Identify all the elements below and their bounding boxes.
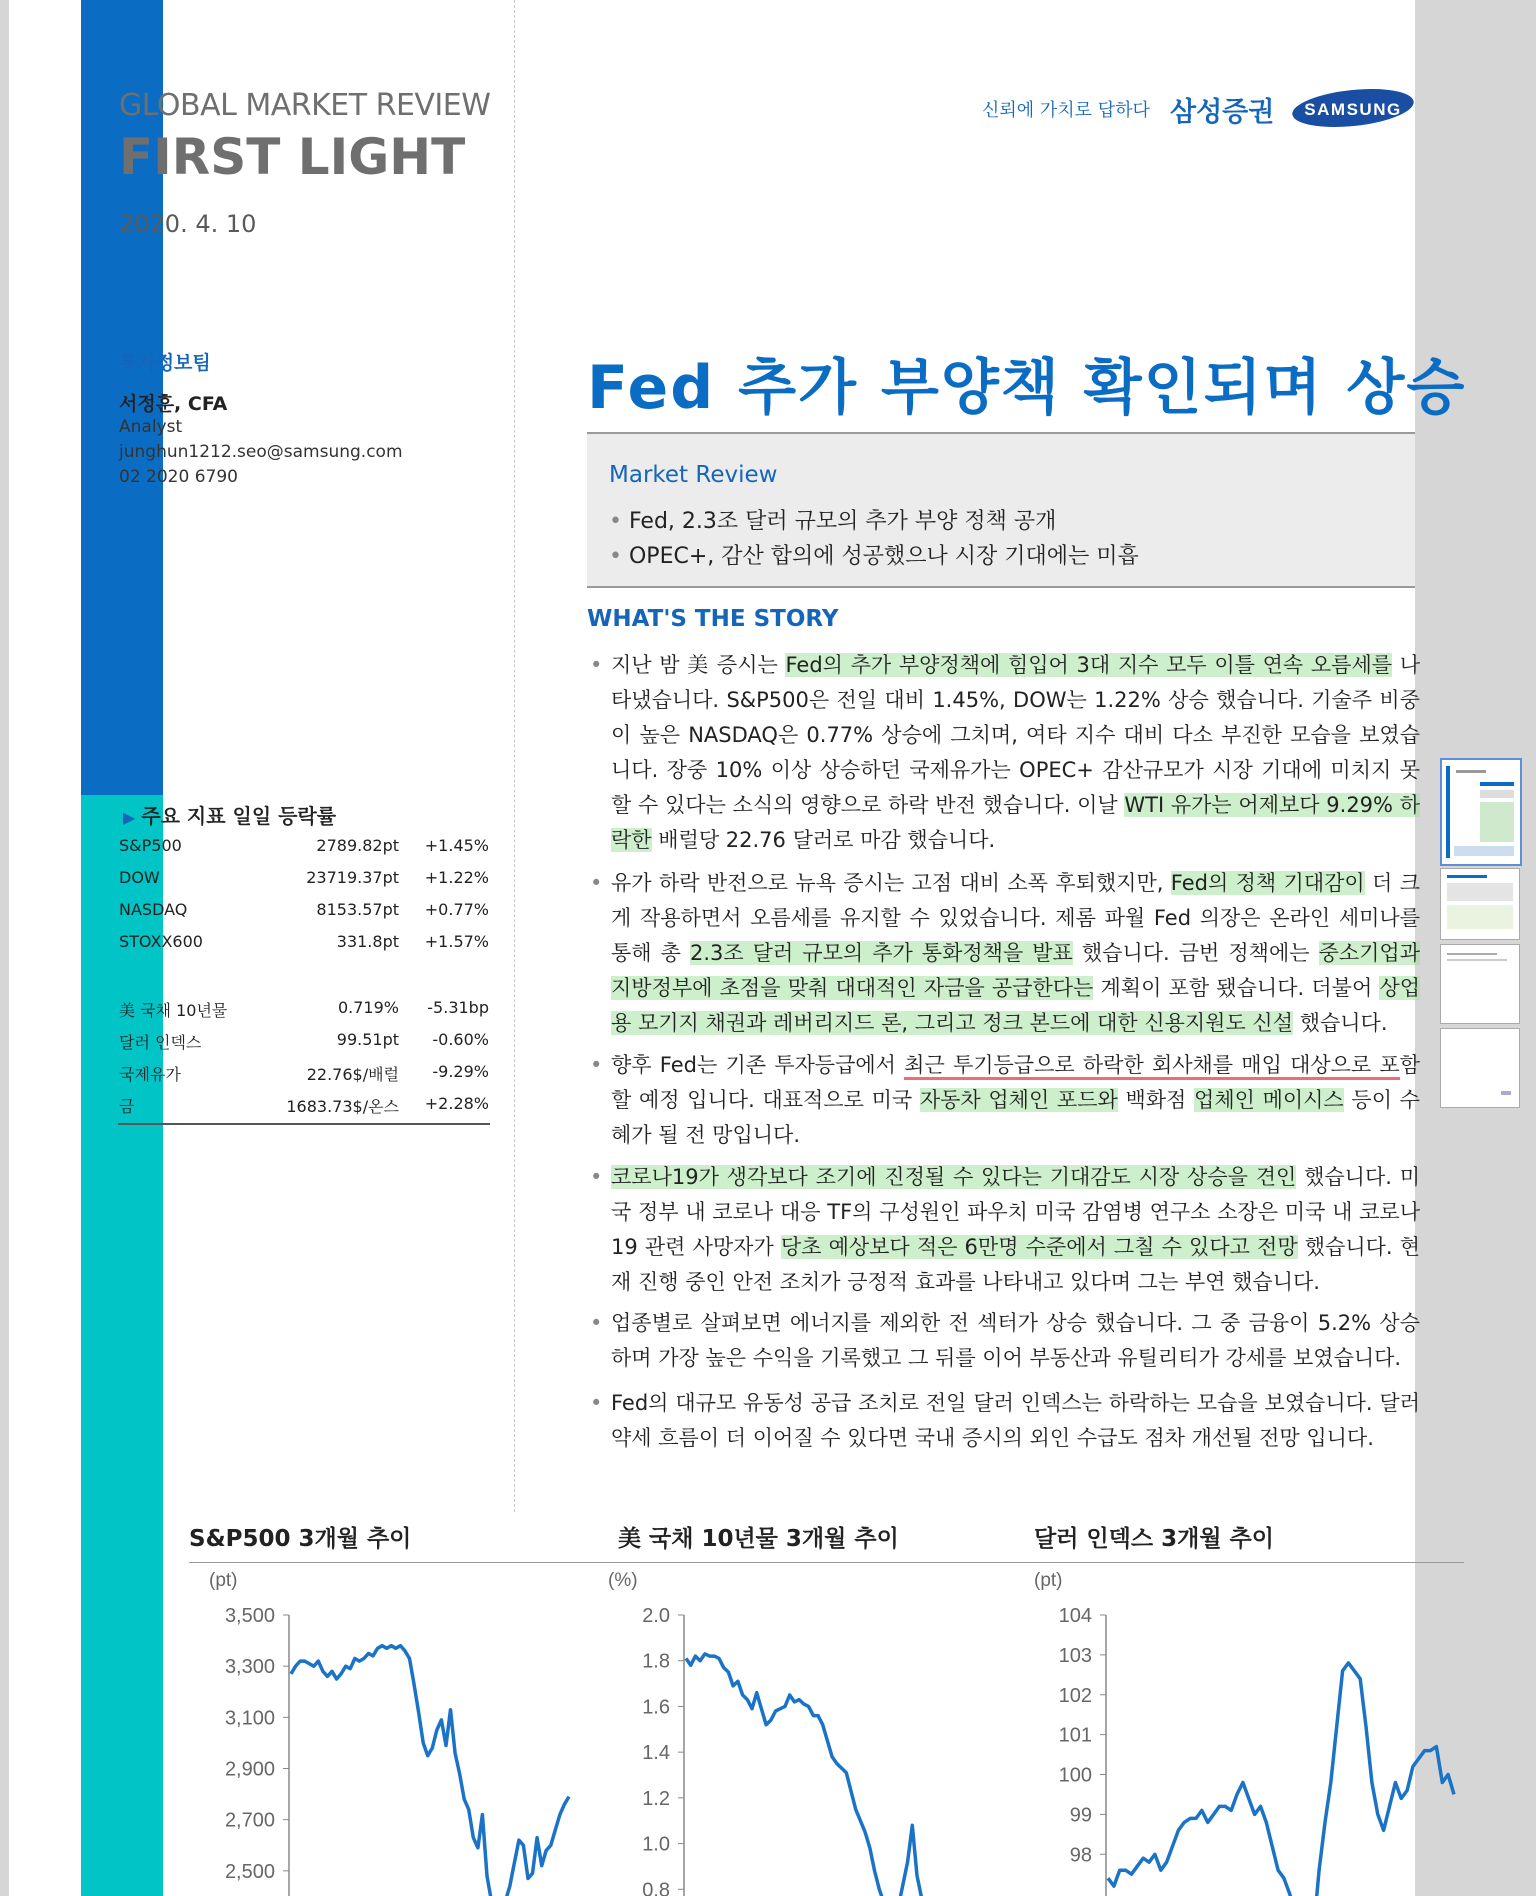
thumbnail-page-4[interactable] <box>1440 1028 1520 1108</box>
chart-series-line <box>686 1654 983 1896</box>
market-review-title: Market Review <box>609 462 778 488</box>
chart-tick-label: 2.0 <box>642 1605 670 1627</box>
indicators-rule <box>118 1123 490 1125</box>
indicator-change: +1.45% <box>424 836 489 855</box>
market-review-bullet: • Fed, 2.3조 달러 규모의 추가 부양 정책 공개 <box>609 509 1057 534</box>
indicator-value: 331.8pt <box>336 932 399 951</box>
highlight: Fed의 추가 부양정책에 힘입어 3대 지수 모두 이틀 연속 오름세를 <box>785 653 1393 677</box>
thumbnail-preview-icon <box>1442 760 1520 864</box>
report-kicker: GLOBAL MARKET REVIEW <box>119 88 491 123</box>
chart-sp500 <box>189 1520 619 1896</box>
chart-svg <box>1034 1520 1464 1896</box>
chart-tick-label: 100 <box>1058 1764 1092 1787</box>
chart-tick-label: 102 <box>1058 1684 1092 1707</box>
story-paragraph-4: • 코로나19가 생각보다 조기에 진정될 수 있다는 기대감도 시장 상승을 견인 했습니다. 미국 정부 내 코로나 대응 TF의 구성원인 파우치 미국 감염병 연구소 소장은 미국 내 코로나19 관련 사망자가 당초 예상보다 적은 6만명 수준에서 그칠 수 있다고 전망 했습니다. 현재 진행 중인 안전 조치가 긍정적 효과를 나타내고 있다며 그는 부연 했습니다. <box>590 1165 1420 1294</box>
document-page <box>9 0 1467 1896</box>
chart-tick-label: 104 <box>1058 1605 1092 1627</box>
indicator-change: -9.29% <box>432 1062 489 1081</box>
author-name: 서정훈, CFA <box>119 393 228 415</box>
indicator-change: +2.28% <box>424 1094 489 1113</box>
indicator-value: 23719.37pt <box>306 868 399 887</box>
indicator-change: +1.57% <box>424 932 489 951</box>
chart-tick-label: 2,900 <box>224 1758 275 1781</box>
author-email[interactable]: junghun1212.seo@samsung.com <box>119 442 403 462</box>
indicator-name: DOW <box>119 868 160 887</box>
indicator-value: 99.51pt <box>336 1030 399 1049</box>
story-paragraph-1: • 지난 밤 美 증시는 Fed의 추가 부양정책에 힘입어 3대 지수 모두 이틀 연속 오름세를 나타냈습니다. S&P500은 전일 대비 1.45%, DOW는 1.22% 상승 했습니다. 기술주 비중이 높은 NASDAQ은 0.77% 상승에 그치며, 여타 지수 대비 다소 부진한 모습을 보였습니다. 장중 10% 이상 상승하던 국제유가는 OPEC+ 감산규모가 시장 기대에 미치지 못할 수 있다는 소식의 영향으로 하락 반전 했습니다. 이날 WTI 유가는 어제보다 9.29% 하락한 배럴당 22.76 달러로 마감 했습니다. <box>590 653 1421 852</box>
indicator-name: 국제유가 <box>119 1065 181 1084</box>
side-bar-teal <box>81 795 163 1896</box>
chart-title: 美 국채 10년물 3개월 추이 <box>618 1526 899 1552</box>
thumbnail-page-1[interactable] <box>1440 758 1522 866</box>
chart-ust10y <box>608 1520 1048 1896</box>
headline: Fed 추가 부양책 확인되며 상승 <box>587 353 1467 423</box>
chart-title: S&P500 3개월 추이 <box>189 1526 412 1552</box>
chart-tick-label: 1.2 <box>642 1787 670 1810</box>
market-review-bullet: • OPEC+, 감산 합의에 성공했으나 시장 기대에는 미흡 <box>609 544 1139 569</box>
highlight: 자동차 업체인 포드와 <box>919 1088 1118 1112</box>
highlight: 코로나19가 생각보다 조기에 진정될 수 있다는 기대감도 시장 상승을 견인 <box>611 1165 1297 1189</box>
story-paragraph-2: • 유가 하락 반전으로 뉴욕 증시는 고점 대비 소폭 후퇴했지만, Fed의 정책 기대감이 더 크게 작용하면서 오름세를 유지할 수 있었습니다. 제롬 파월 Fed 의장은 온라인 세미나를 통해 총 2.3조 달러 규모의 추가 통화정책을 발표 했습니다. 금번 정책에는 중소기업과 지방정부에 초점을 맞춰 대대적인 자금을 공급한다는 계획이 포함 됐습니다. 더불어 상업용 모기지 채권과 레버리지드 론, 그리고 정크 본드에 대한 신용지원도 신설 했습니다. <box>590 871 1421 1035</box>
chart-tick-label: 1.4 <box>642 1742 670 1765</box>
story-paragraph-6: • Fed의 대규모 유동성 공급 조치로 전일 달러 인덱스는 하락하는 모습을 보였습니다. 달러 약세 흐름이 더 이어질 수 있다면 국내 증시의 외인 수급도 점차 개선될 전망 입니다. <box>590 1391 1420 1450</box>
story-paragraph-3: • 향후 Fed는 기존 투자등급에서 최근 투기등급으로 하락한 회사채를 매입 대상으로 포함할 예정 입니다. 대표적으로 미국 자동차 업체인 포드와 백화점 업체인 메이시스 등이 수혜가 될 전 망입니다. <box>590 1053 1421 1147</box>
chart-tick-label: 98 <box>1069 1844 1092 1867</box>
chart-unit-label: (%) <box>608 1570 638 1591</box>
chart-svg <box>189 1520 619 1896</box>
thumbnail-preview-icon <box>1441 945 1519 1023</box>
triangle-right-icon: ▶ <box>123 808 136 827</box>
chart-svg <box>608 1520 1048 1896</box>
chart-series-line <box>1108 1663 1454 1896</box>
indicator-name: NASDAQ <box>119 900 188 919</box>
report-brand: FIRST LIGHT <box>119 128 466 186</box>
highlight: 2.3조 달러 규모의 추가 통화정책을 발표 <box>689 941 1073 965</box>
highlight: WTI 유가는 어제보다 9.29% 하락한 <box>611 793 1420 852</box>
story-title: WHAT'S THE STORY <box>587 606 839 632</box>
indicators-title: ▶ 주요 지표 일일 등락률 <box>123 804 337 828</box>
indicator-name: 美 국채 10년물 <box>119 1001 228 1020</box>
thumbnail-preview-icon <box>1441 869 1519 939</box>
highlight: Fed의 정책 기대감이 <box>1170 871 1365 895</box>
chart-unit-label: (pt) <box>1034 1570 1063 1591</box>
company-slogan: 신뢰에 가치로 답하다 <box>982 100 1150 121</box>
highlight: 상업용 모기지 채권과 레버리지드 론, 그리고 정크 본드에 대한 신용지원도 신설 <box>611 976 1421 1035</box>
thumbnail-page-2[interactable] <box>1440 868 1520 940</box>
logo-text: SAMSUNG <box>1304 100 1402 119</box>
author-phone: 02 2020 6790 <box>119 467 238 487</box>
chart-tick-label: 3,500 <box>224 1605 275 1627</box>
highlight: 업체인 메이시스 <box>1194 1088 1344 1112</box>
chart-title: 달러 인덱스 3개월 추이 <box>1034 1526 1274 1552</box>
underline-mark: 최근 투기등급으로 하락한 회사채를 매입 대상으로 포 <box>904 1053 1400 1080</box>
indicator-name: S&P500 <box>119 836 182 855</box>
samsung-logo-icon <box>1291 86 1415 130</box>
indicator-name: 달러 인덱스 <box>119 1033 202 1052</box>
chart-tick-label: 3,100 <box>224 1707 275 1730</box>
chart-tick-label: 0.8 <box>642 1879 670 1896</box>
chart-tick-label: 3,300 <box>224 1656 275 1679</box>
chart-dxy <box>1034 1520 1464 1896</box>
indicator-name: 금 <box>119 1097 135 1116</box>
indicator-value: 8153.57pt <box>316 900 399 919</box>
indicator-value: 0.719% <box>337 998 399 1017</box>
chart-tick-label: 2,500 <box>224 1860 275 1883</box>
indicator-name: STOXX600 <box>119 932 203 951</box>
chart-tick-label: 103 <box>1058 1644 1092 1667</box>
indicator-value: 22.76$/배럴 <box>306 1065 399 1084</box>
chart-tick-label: 1.0 <box>642 1833 670 1856</box>
author-team: 투자정보팀 <box>119 352 211 374</box>
thumbnail-preview-icon <box>1441 1029 1519 1107</box>
highlight: 당초 예상보다 적은 6만명 수준에서 그칠 수 있다고 전망 <box>780 1235 1298 1259</box>
story-paragraph-5: • 업종별로 살펴보면 에너지를 제외한 전 섹터가 상승 했습니다. 그 중 금융이 5.2% 상승하며 가장 높은 수익을 기록했고 그 뒤를 이어 부동산과 유틸리티가 강세를 보였습니다. <box>590 1311 1420 1370</box>
chart-series-line <box>291 1646 569 1896</box>
indicator-value: 2789.82pt <box>316 836 399 855</box>
chart-tick-label: 99 <box>1069 1804 1092 1827</box>
chart-unit-label: (pt) <box>209 1570 238 1591</box>
indicator-change: +0.77% <box>424 900 489 919</box>
market-review-box <box>587 432 1415 588</box>
thumbnail-page-3[interactable] <box>1440 944 1520 1024</box>
highlight: 중소기업과 지방정부에 초점을 맞춰 대대적인 자금을 공급한다는 <box>611 941 1420 1000</box>
author-title: Analyst <box>119 417 183 437</box>
report-date: 2020. 4. 10 <box>119 210 257 238</box>
chart-tick-label: 1.8 <box>642 1650 670 1673</box>
chart-tick-label: 2,700 <box>224 1809 275 1832</box>
indicator-change: +1.22% <box>424 868 489 887</box>
chart-tick-label: 101 <box>1058 1724 1092 1747</box>
indicator-value: 1683.73$/온스 <box>286 1097 399 1116</box>
company-name: 삼성증권 <box>1170 97 1275 128</box>
indicator-change: -5.31bp <box>427 998 489 1017</box>
column-divider <box>514 0 515 1512</box>
indicator-change: -0.60% <box>432 1030 489 1049</box>
chart-tick-label: 1.6 <box>642 1696 670 1719</box>
